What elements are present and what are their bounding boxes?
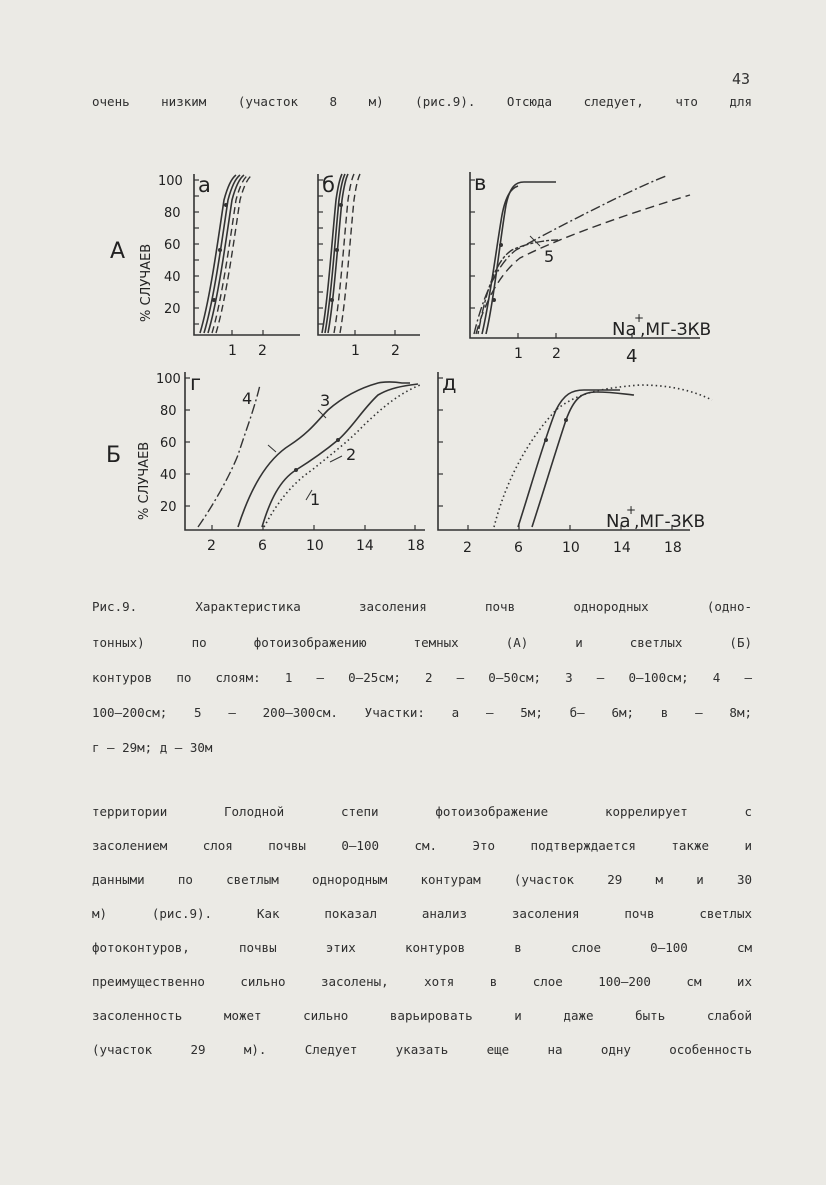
panel-g-leader-4 <box>268 445 276 452</box>
caption-line: контуров по слоям: 1 – 0–25см; 2 – 0–50см; 3 – 0–100см; 4 – <box>92 670 752 685</box>
y-tick-b-100: 100 <box>156 372 181 387</box>
marker-g <box>294 468 298 472</box>
panel-a-series-3 <box>208 175 244 333</box>
x-axis-label-plus-bottom: + <box>626 503 637 517</box>
panel-label-v: в <box>474 171 487 195</box>
x-tick-d-2: 2 <box>463 540 472 556</box>
panel-v-series-2 <box>482 186 518 334</box>
body-text-line: фотоконтуров, почвы этих контуров в слое 0–100 см <box>92 940 752 955</box>
body-text-line: засоленность может сильно варьировать и даже быть слабой <box>92 1008 752 1023</box>
panel-a-series-5 <box>216 175 252 333</box>
x-axis-label-unit-bottom: ,МГ-ЗКВ <box>634 512 706 532</box>
body-text-line: данными по светлым однородным контурам (участок 29 м и 30 <box>92 872 752 887</box>
marker-a <box>212 298 216 302</box>
y-tick-a-20: 20 <box>164 302 181 317</box>
marker-d <box>564 418 568 422</box>
marker-v <box>492 298 496 302</box>
panel-g-series-2 <box>262 384 418 527</box>
marker-g <box>336 438 340 442</box>
panel-v-axes <box>470 172 700 338</box>
x-axis-label-plus-top: + <box>634 311 645 325</box>
body-text-line: преимущественно сильно засолены, хотя в слое 100–200 см их <box>92 974 752 989</box>
marker-b <box>330 298 334 302</box>
marker-a <box>218 248 222 252</box>
row-label-b: Б <box>106 443 122 468</box>
x-tick-b-2: 2 <box>391 343 400 359</box>
y-tick-b-40: 40 <box>160 468 177 483</box>
panel-d-series-3 <box>532 392 637 527</box>
x-axis-label-na-top: Na <box>612 319 637 340</box>
x-tick-b-1: 1 <box>351 343 360 359</box>
x-tick-v-4: 4 <box>626 346 638 367</box>
x-tick-v-1: 1 <box>514 346 523 362</box>
panel-label-g: г <box>190 371 202 395</box>
top-text-line: очень низким (участок 8 м) (рис.9). Отсюда следует, что для <box>92 94 752 109</box>
panel-label-d: д <box>442 371 457 395</box>
x-tick-g-6: 6 <box>258 538 267 554</box>
x-axis-label-unit-top: ,МГ-ЗКВ <box>640 320 712 340</box>
y-tick-a-40: 40 <box>164 270 181 285</box>
y-axis-label-top: % СЛУЧАЕВ <box>139 243 154 322</box>
caption-line: тонных) по фотоизображению темных (А) и светлых (Б) <box>92 635 752 650</box>
curve-label-5: 5 <box>544 247 555 266</box>
caption-line: г – 29м; д – 30м <box>92 740 213 755</box>
page-number: 43 <box>732 70 751 88</box>
x-tick-d-10: 10 <box>562 540 580 556</box>
y-tick-a-100: 100 <box>158 174 183 189</box>
x-axis-label-na-bottom: Na <box>606 511 631 532</box>
curve-label-1: 1 <box>310 490 321 509</box>
caption-line: 100–200см; 5 – 200–300см. Участки: а – 5м; б– 6м; в – 8м; <box>92 705 752 720</box>
body-text-line: территории Голодной степи фотоизображение коррелирует с <box>92 804 752 819</box>
panel-b-curves <box>322 174 360 333</box>
y-tick-a-80: 80 <box>164 206 181 221</box>
marker-d <box>544 438 548 442</box>
panel-g-axes <box>185 372 425 530</box>
body-text-line: засолением слоя почвы 0–100 см. Это подтверждается также и <box>92 838 752 853</box>
panel-a-curves <box>200 175 252 333</box>
marker-a <box>224 203 228 207</box>
panel-v-series-5b <box>476 195 690 334</box>
y-axis-label-bottom: % СЛУЧАЕВ <box>137 441 152 520</box>
curve-label-4: 4 <box>242 389 253 408</box>
marker-v <box>499 243 503 247</box>
panel-a-series-4 <box>212 175 248 333</box>
x-tick-v-2: 2 <box>552 346 561 362</box>
panel-d-curves <box>494 385 712 527</box>
x-tick-a-2: 2 <box>258 343 267 359</box>
row-label-a: А <box>110 239 126 264</box>
panel-d-series-4 <box>494 385 712 527</box>
caption-line: Рис.9. Характеристика засоления почв однородных (одно- <box>92 599 752 614</box>
curve-label-3: 3 <box>320 391 331 410</box>
panel-g-leader-2 <box>330 456 342 462</box>
panel-g-curves <box>198 382 420 527</box>
y-tick-b-60: 60 <box>160 436 177 451</box>
marker-b <box>335 248 339 252</box>
panel-label-b: б <box>322 173 335 197</box>
y-tick-b-80: 80 <box>160 404 177 419</box>
x-tick-d-18: 18 <box>664 540 682 556</box>
x-tick-a-1: 1 <box>228 343 237 359</box>
marker-b <box>339 203 343 207</box>
y-tick-b-20: 20 <box>160 500 177 515</box>
x-tick-d-14: 14 <box>613 540 631 556</box>
curve-label-2: 2 <box>346 445 357 464</box>
y-tick-a-60: 60 <box>164 238 181 253</box>
x-tick-g-18: 18 <box>407 538 425 554</box>
x-tick-g-10: 10 <box>306 538 324 554</box>
body-text-line: м) (рис.9). Как показал анализ засоления почв светлых <box>92 906 752 921</box>
panel-d-series-1 <box>518 390 620 527</box>
panel-label-a: а <box>198 173 211 197</box>
x-tick-d-6: 6 <box>514 540 523 556</box>
panel-d-axes <box>438 372 690 530</box>
x-tick-g-2: 2 <box>207 538 216 554</box>
panel-v-curves <box>474 176 690 334</box>
body-text-line: (участок 29 м). Следует указать еще на одну особенность <box>92 1042 752 1057</box>
x-tick-g-14: 14 <box>356 538 374 554</box>
